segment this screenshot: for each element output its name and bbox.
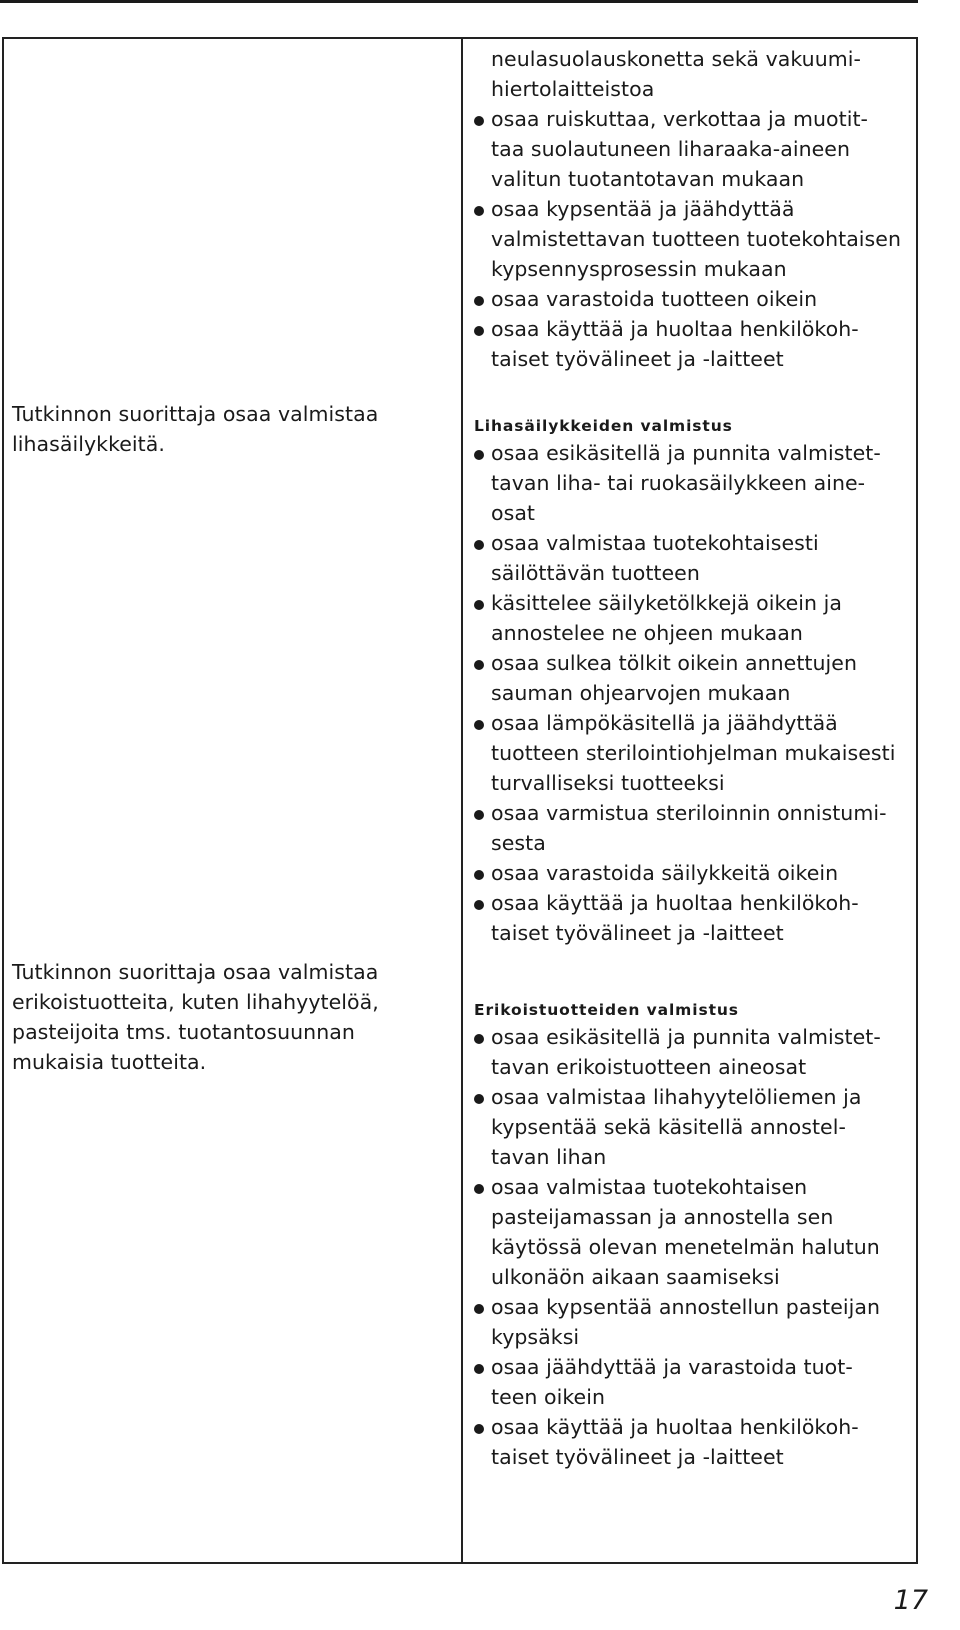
item-line: osaa kypsentää annostellun pasteijan (491, 1295, 881, 1319)
item-line: osaa käyttää ja huoltaa henkilökoh- (491, 891, 859, 915)
list-item (474, 1292, 914, 1352)
item-line: annostelee ne ohjeen mukaan (491, 621, 803, 645)
page-number: 17 (893, 1585, 928, 1616)
bullet-icon (474, 540, 484, 550)
item-line: tavan erikoistuotteen aineosat (491, 1055, 807, 1079)
bullet-icon (474, 1304, 484, 1314)
item-line: säilöttävän tuotteen (491, 561, 700, 585)
item-line: osaa varastoida säilykkeitä oikein (491, 861, 839, 885)
item-line: taiset työvälineet ja -laitteet (491, 347, 784, 371)
continuation-section (474, 44, 914, 374)
bullet-icon (474, 450, 484, 460)
item-line: osaa kypsentää ja jäähdyttää (491, 197, 795, 221)
item-line: kypsäksi (491, 1325, 580, 1349)
item-line: tavan lihan (491, 1145, 607, 1169)
list-item (474, 284, 914, 314)
list-item (474, 1352, 914, 1412)
list-item (474, 438, 914, 528)
list-item (474, 528, 914, 588)
item-line: sesta (491, 831, 546, 855)
bullet-icon (474, 116, 484, 126)
list-item (474, 1022, 914, 1082)
top-rule (0, 0, 918, 3)
list-item (474, 314, 914, 374)
item-line: osaa sulkea tölkit oikein annettujen (491, 651, 857, 675)
item-line: osaa esikäsitellä ja punnita valmistet- (491, 1025, 881, 1049)
bullet-icon (474, 720, 484, 730)
list-item (474, 648, 914, 708)
section-heading: Erikoistuotteiden valmistus (474, 1001, 739, 1019)
item-line: osaa ruiskuttaa, verkottaa ja muotit- (491, 107, 868, 131)
item-line: turvalliseksi tuotteeksi (491, 771, 725, 795)
bullet-icon (474, 900, 484, 910)
left-line: lihasäilykkeitä. (12, 432, 165, 456)
item-line: osaa valmistaa lihahyytelöliemen ja (491, 1085, 862, 1109)
item-line: osat (491, 501, 536, 525)
bullet-icon (474, 326, 484, 336)
left-line: Tutkinnon suorittaja osaa valmistaa (12, 960, 379, 984)
item-line: osaa käyttää ja huoltaa henkilökoh- (491, 317, 859, 341)
item-line: teen oikein (491, 1385, 606, 1409)
bullet-icon (474, 870, 484, 880)
bullet-icon (474, 810, 484, 820)
item-line: osaa jäähdyttää ja varastoida tuot- (491, 1355, 853, 1379)
item-line: osaa varmistua steriloinnin onnistumi- (491, 801, 887, 825)
item-line: taiset työvälineet ja -laitteet (491, 921, 784, 945)
bullet-icon (474, 296, 484, 306)
item-line: taa suolautuneen liharaaka-aineen (491, 137, 850, 161)
list-item (474, 194, 914, 284)
item-line: osaa varastoida tuotteen oikein (491, 287, 818, 311)
list-item (474, 888, 914, 948)
bullet-icon (474, 206, 484, 216)
item-line: käsittelee säilyketölkkejä oikein ja (491, 591, 843, 615)
item-line: kypsennysprosessin mukaan (491, 257, 787, 281)
item-line: käytössä olevan menetelmän halutun (491, 1235, 880, 1259)
item-line: osaa lämpökäsitellä ja jäähdyttää (491, 711, 838, 735)
list-item (474, 104, 914, 194)
list-item (474, 708, 914, 798)
list-item (474, 588, 914, 648)
left-line: mukaisia tuotteita. (12, 1050, 207, 1074)
list-item (474, 858, 914, 888)
list-item (474, 1172, 914, 1292)
left-line: pasteijoita tms. tuotantosuunnan (12, 1020, 355, 1044)
item-line: hiertolaitteistoa (491, 77, 655, 101)
list-item (474, 798, 914, 858)
bullet-icon (474, 1364, 484, 1374)
bullet-icon (474, 1034, 484, 1044)
column-divider (461, 37, 463, 1564)
item-line: valitun tuotantotavan mukaan (491, 167, 805, 191)
item-line: osaa käyttää ja huoltaa henkilökoh- (491, 1415, 859, 1439)
section-lihasailykkeiden-valmistus (474, 414, 914, 948)
bullet-icon (474, 660, 484, 670)
item-line: osaa valmistaa tuotekohtaisen (491, 1175, 808, 1199)
item-line: tuotteen sterilointiohjelman mukaisesti (491, 741, 896, 765)
item-line: sauman ohjearvojen mukaan (491, 681, 791, 705)
continued-item (474, 44, 914, 104)
section-erikoistuotteiden-valmistus (474, 998, 914, 1472)
bullet-icon (474, 600, 484, 610)
item-line: valmistettavan tuotteen tuotekohtaisen (491, 227, 901, 251)
item-line: tavan liha- tai ruokasäilykkeen aine- (491, 471, 866, 495)
left-block-lihasailykkeet (12, 399, 452, 459)
item-line: kypsentää sekä käsitellä annostel- (491, 1115, 846, 1139)
list-item (474, 1412, 914, 1472)
left-line: erikoistuotteita, kuten lihahyytelöä, (12, 990, 379, 1014)
left-line: Tutkinnon suorittaja osaa valmistaa (12, 402, 379, 426)
list-item (474, 1082, 914, 1172)
item-line: taiset työvälineet ja -laitteet (491, 1445, 784, 1469)
bullet-icon (474, 1094, 484, 1104)
item-line: osaa valmistaa tuotekohtaisesti (491, 531, 819, 555)
section-heading: Lihasäilykkeiden valmistus (474, 417, 733, 435)
item-line: neulasuolauskonetta sekä vakuumi- (491, 47, 861, 71)
left-block-erikoistuotteet (12, 957, 452, 1077)
item-line: osaa esikäsitellä ja punnita valmistet- (491, 441, 881, 465)
item-line: ulkonäön aikaan saamiseksi (491, 1265, 780, 1289)
item-line: pasteijamassan ja annostella sen (491, 1205, 834, 1229)
bullet-icon (474, 1184, 484, 1194)
bullet-icon (474, 1424, 484, 1434)
